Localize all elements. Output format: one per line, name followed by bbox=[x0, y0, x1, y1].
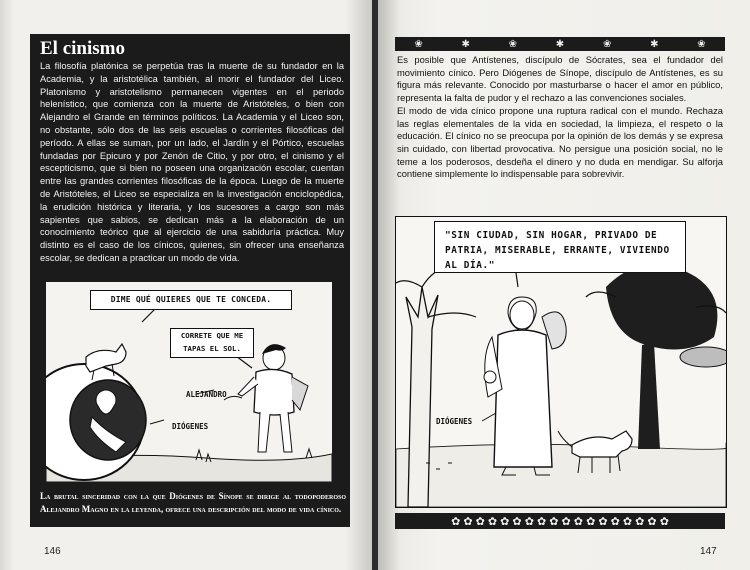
ornament-icon: ✱ bbox=[461, 38, 470, 50]
left-page bbox=[0, 0, 372, 570]
intro-text: La filosofía platónica se perpetúa tras la muerte de su fundador en la Academia, y la aristotélica también, al morir el fundador del Liceo. Platonismo y aristotelismo permanecen vigentes en el periodo helenístico, que comienza con la muerte de Aristóteles, o bien con Alejandro el Grande en términos políticos. La Academia y el Liceo son, no obstante, sólo dos de las seis escuelas o corrientes filosóficas del período. A ellas se suman, por un lado, el Jardín y el Pórtico, escuelas fundadas por Epicuro y por Zenón de Citio, y por otro, el cinismo y el escepticismo, que si bien no poseen una organización escolar, cuentan entre las grandes corrientes filosóficas de la época. Luego de la muerte de Aristóteles, el Liceo se especializa en la investigación enciclopédica, la erudición histórica y literaria, y los sucesores a cargo son más sapientes que sabios, se dedican más a la elaboración de un conocimiento teórico que al ejercicio de una sabiduría práctica. Muy distinto es el caso de los cínicos, quienes, sin ofrecer una enseñanza escolar, se dedican a practicar un modo de vida. bbox=[40, 61, 344, 263]
comic-panel-alexander-diogenes bbox=[46, 282, 332, 482]
paragraph: Es posible que Antístenes, discípulo de Sócrates, sea el fundador del movimiento cínico. Pero Diógenes de Sínope, discípulo de Antístenes, es su figura más relevante. Conocido por masturbarse o hacer el amor en público, representa la falta de pudor y el rechazo a las convenciones sociales. bbox=[397, 54, 723, 104]
ornament-icon: ❀ bbox=[602, 38, 612, 50]
top-ornament-band bbox=[395, 37, 725, 51]
speech-bubble-alexander: DIME QUÉ QUIERES QUE TE CONCEDA. bbox=[90, 290, 292, 310]
quote-bubble: "SIN CIUDAD, SIN HOGAR, PRIVADO DE PATRIA, MISERABLE, ERRANTE, VIVIENDO AL DÍA." bbox=[434, 221, 686, 273]
label-diogenes: DIÓGENES bbox=[172, 422, 209, 431]
paragraph: El modo de vida cínico propone una ruptura radical con el mundo. Rechaza las reglas elementales de la vida en sociedad, la limpieza, el respeto o la educación. El cínico no se preocupa por la opinión de los demás y se expresa sin cuidado, con libertad provocativa. No persigue una posición social, no le teme a los poderosos, desdeña el dinero y no duda en mendigar. Su alforja contiene simplemente lo indispensable para sobrevivir. bbox=[397, 104, 723, 180]
speech-bubble-diogenes: CORRETE QUE ME TAPAS EL SOL. bbox=[170, 328, 254, 358]
page-number-right: 147 bbox=[700, 546, 717, 557]
comic-illustration bbox=[46, 282, 332, 482]
ornament-icon: ❀ bbox=[508, 38, 518, 50]
label-diogenes: DIÓGENES bbox=[436, 417, 473, 426]
page-number-left: 146 bbox=[44, 546, 61, 557]
body-text bbox=[397, 54, 723, 181]
label-alexander: ALEJANDRO bbox=[186, 390, 227, 399]
comic-panel-diogenes bbox=[395, 216, 727, 508]
bottom-ornament-band: ✿ ✿ ✿ ✿ ✿ ✿ ✿ ✿ ✿ ✿ ✿ ✿ ✿ ✿ ✿ ✿ ✿ ✿ bbox=[395, 513, 725, 529]
ornament-icon: ❀ bbox=[414, 38, 423, 50]
ornament-icon: ✱ bbox=[555, 38, 565, 50]
right-page bbox=[378, 0, 750, 570]
ornament-icon: ✱ bbox=[650, 38, 659, 50]
figure-caption: La brutal sinceridad con la que Diógenes de Sínope se dirige al todopoderoso Alejandro Magno en la leyenda, ofrece una descripción del modo de vida cínico. bbox=[40, 491, 346, 514]
ornament-icon: ❀ bbox=[697, 38, 706, 50]
chapter-title: El cinismo bbox=[40, 38, 125, 59]
